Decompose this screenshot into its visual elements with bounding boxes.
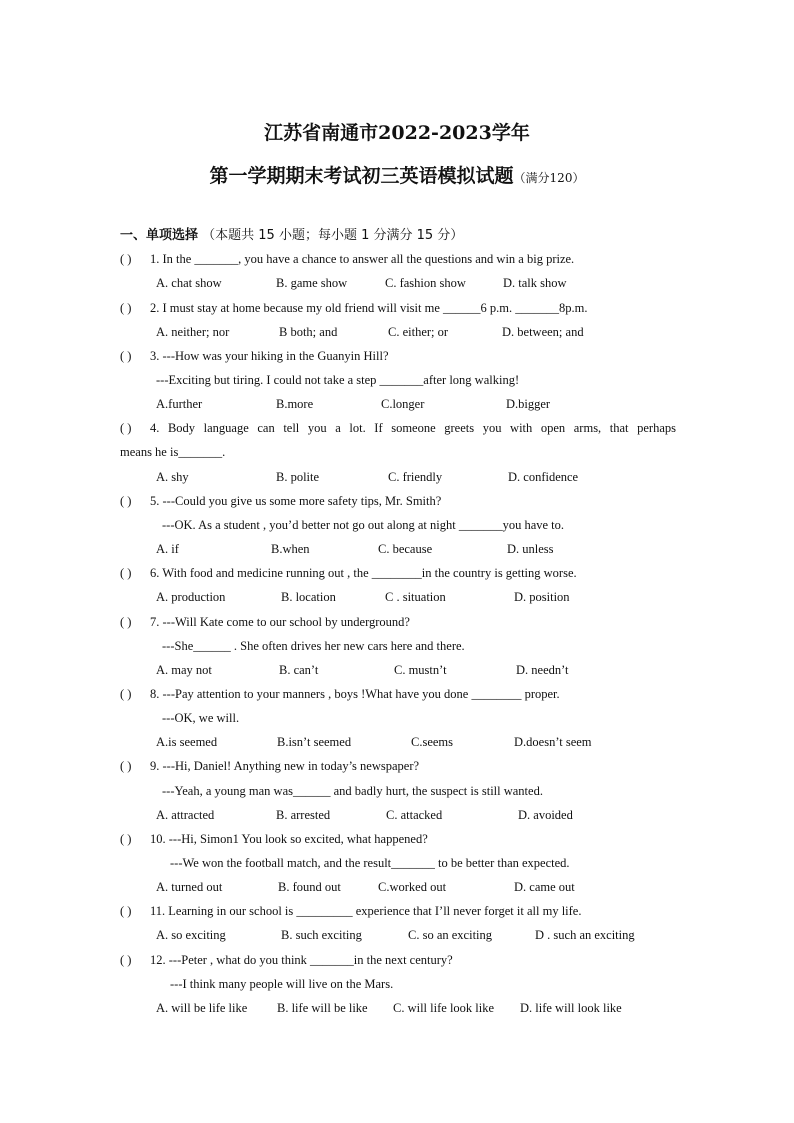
option-a: A.further	[156, 397, 203, 411]
section-note: （本题共 15 小题；每小题 1 分满分 15 分）	[202, 228, 464, 243]
answer-blank[interactable]: ( )	[120, 832, 132, 846]
option-c: C. fashion show	[385, 276, 466, 290]
exam-title-line2	[0, 161, 794, 188]
option-b: B. life will be like	[277, 1001, 368, 1015]
question-text: 9. ---Hi, Daniel! Anything new in today’s newspaper?	[150, 759, 420, 773]
option-a: A.is seemed	[156, 735, 218, 749]
question-text: 3. ---How was your hiking in the Guanyin Hill?	[150, 349, 389, 363]
question-text: 8. ---Pay attention to your manners , boys !What have you done ________ proper.	[150, 687, 560, 701]
answer-blank[interactable]: ( )	[120, 252, 132, 266]
question-10	[120, 833, 428, 846]
option-c: C. because	[378, 542, 433, 556]
option-b: B.isn’t seemed	[277, 735, 352, 749]
option-a: A. shy	[156, 470, 189, 484]
option-c: C . situation	[385, 590, 446, 604]
option-a: A. may not	[156, 663, 212, 677]
question-text: 2. I must stay at home because my old friend will visit me ______6 p.m. _______8p.m.	[150, 301, 588, 315]
option-c: C.worked out	[378, 880, 447, 894]
option-b: B. arrested	[276, 808, 331, 822]
option-c: C. attacked	[386, 808, 443, 822]
section-title: 一、单项选择	[120, 228, 199, 243]
answer-blank[interactable]: ( )	[120, 494, 132, 508]
option-b: B. game show	[276, 276, 348, 290]
answer-blank[interactable]: ( )	[120, 566, 132, 580]
question-text: 6. With food and medicine running out , the ________in the country is getting worse.	[150, 566, 577, 580]
question-dialog-line: ---Yeah, a young man was______ and badly hurt, the suspect is still wanted.	[162, 784, 543, 798]
option-b: B. location	[281, 590, 336, 604]
option-d: D. confidence	[508, 470, 579, 484]
question-5	[120, 495, 441, 508]
answer-blank[interactable]: ( )	[120, 759, 132, 773]
question-6	[120, 567, 577, 580]
question-4	[120, 422, 676, 435]
question-2	[120, 302, 587, 315]
option-b: B. can’t	[279, 663, 319, 677]
option-b: B. such exciting	[281, 928, 362, 942]
question-text: 1. In the _______, you have a chance to answer all the questions and win a big prize.	[150, 252, 575, 266]
option-c: C.longer	[381, 397, 425, 411]
option-b: B.more	[276, 397, 314, 411]
answer-blank[interactable]: ( )	[120, 349, 132, 363]
option-d: D. needn’t	[516, 663, 569, 677]
option-d: D. position	[514, 590, 570, 604]
option-c: C.seems	[411, 735, 454, 749]
question-text: 5. ---Could you give us some more safety tips, Mr. Smith?	[150, 494, 442, 508]
question-1	[120, 253, 574, 266]
score-note: （满分120）	[513, 171, 585, 185]
question-text: 12. ---Peter , what do you think _______in the next century?	[150, 953, 453, 967]
option-d: D.doesn’t seem	[514, 735, 592, 749]
question-dialog-line: ---We won the football match, and the result_______ to be better than expected.	[170, 856, 570, 870]
option-c: C. either; or	[388, 325, 449, 339]
section-heading	[120, 224, 463, 243]
option-c: C. will life look like	[393, 1001, 495, 1015]
question-text: 11. Learning in our school is _________ experience that I’ll never forget it all my life.	[150, 904, 582, 918]
option-d: D.bigger	[506, 397, 551, 411]
answer-blank[interactable]: ( )	[120, 904, 132, 918]
option-d: D. unless	[507, 542, 554, 556]
option-d: D . such an exciting	[535, 928, 635, 942]
option-a: A. production	[156, 590, 226, 604]
option-d: D. between; and	[502, 325, 584, 339]
question-text: 7. ---Will Kate come to our school by underground?	[150, 615, 410, 629]
option-a: A. turned out	[156, 880, 223, 894]
option-a: A. chat show	[156, 276, 222, 290]
question-continuation: means he is_______.	[120, 445, 226, 459]
answer-blank[interactable]: ( )	[120, 687, 132, 701]
question-dialog-line: ---She______ . She often drives her new cars here and there.	[162, 639, 465, 653]
option-c: C. friendly	[388, 470, 443, 484]
option-b: B.when	[271, 542, 310, 556]
option-a: A. so exciting	[156, 928, 226, 942]
answer-blank[interactable]: ( )	[120, 421, 132, 435]
question-7	[120, 616, 410, 629]
question-11	[120, 905, 581, 918]
option-b: B. found out	[278, 880, 341, 894]
option-d: D. talk show	[503, 276, 567, 290]
question-12	[120, 954, 453, 967]
option-b: B. polite	[276, 470, 320, 484]
question-dialog-line: ---I think many people will live on the Mars.	[170, 977, 394, 991]
exam-title-text: 第一学期期末考试初三英语模拟试题	[209, 165, 514, 187]
option-d: D. came out	[514, 880, 575, 894]
option-c: C. mustn’t	[394, 663, 447, 677]
question-dialog-line: ---OK, we will.	[162, 711, 240, 725]
question-dialog-line: ---Exciting but tiring. I could not take a step _______after long walking!	[156, 373, 520, 387]
question-dialog-line: ---OK. As a student , you’d better not go out along at night _______you have to.	[162, 518, 565, 532]
option-a: A. neither; nor	[156, 325, 230, 339]
option-a: A. attracted	[156, 808, 215, 822]
answer-blank[interactable]: ( )	[120, 953, 132, 967]
question-text: 4. Body language can tell you a lot. If someone greets you with open arms, that perhaps	[150, 421, 676, 435]
answer-blank[interactable]: ( )	[120, 615, 132, 629]
question-9	[120, 760, 419, 773]
question-text: 10. ---Hi, Simon1 You look so excited, what happened?	[150, 832, 428, 846]
question-8	[120, 688, 560, 701]
option-c: C. so an exciting	[408, 928, 493, 942]
answer-blank[interactable]: ( )	[120, 301, 132, 315]
option-a: A. if	[156, 542, 179, 556]
option-d: D. life will look like	[520, 1001, 622, 1015]
option-d: D. avoided	[518, 808, 573, 822]
option-a: A. will be life like	[156, 1001, 248, 1015]
option-b: B both; and	[279, 325, 338, 339]
question-3	[120, 350, 389, 363]
exam-title-line1: 江苏省南通市2022-2023学年	[264, 122, 530, 144]
